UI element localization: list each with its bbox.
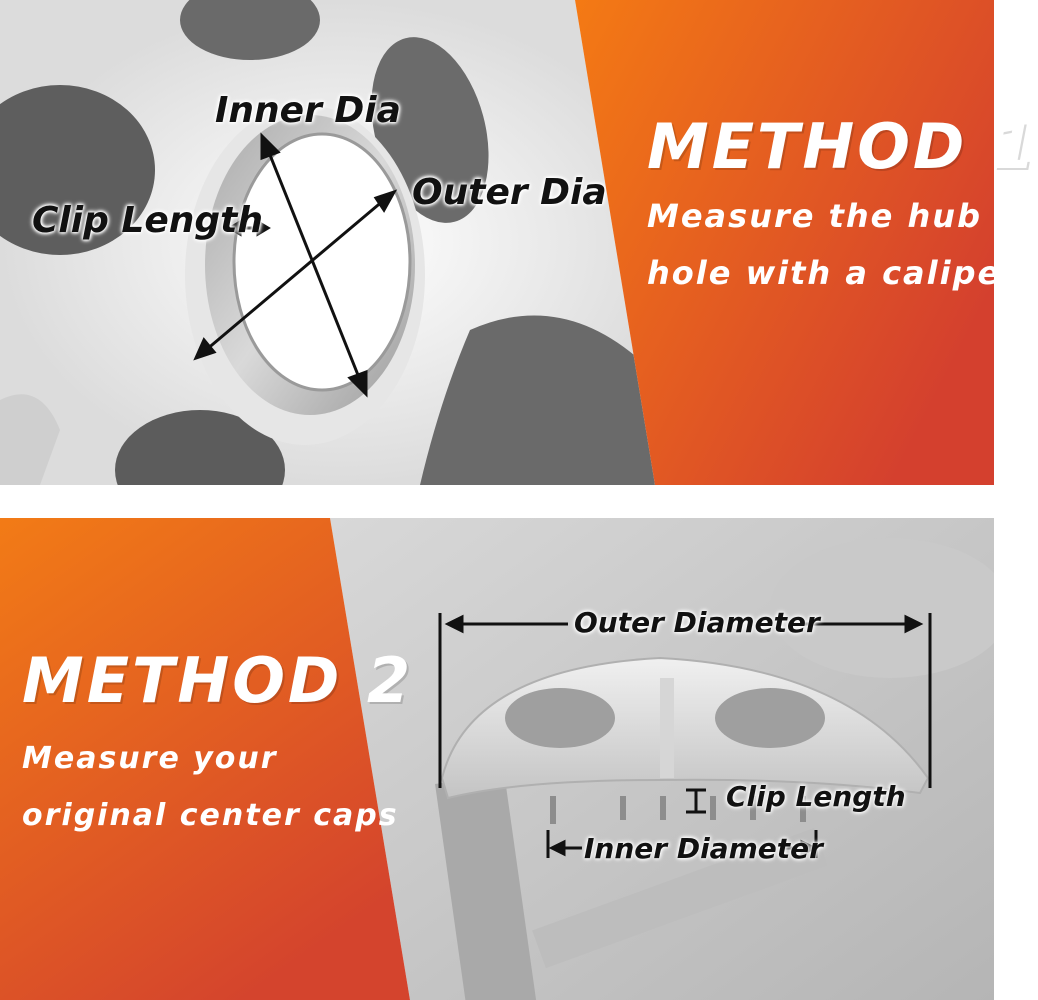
method2-subtitle [22,730,399,844]
outer-diameter-label: Outer Diameter [574,606,820,639]
method1-subtitle-line2: hole with a caliper [647,254,1019,292]
method2-panel [0,518,420,1000]
method2-subtitle-line2: original center caps [22,798,399,833]
method1-title: METHOD 1 [647,110,1038,183]
method1-subtitle-line1: Measure the hub [647,197,982,235]
method2-subtitle-line1: Measure your [22,741,278,776]
inner-dia-label: Inner Dia [215,90,401,131]
outer-dia-label: Outer Dia [412,172,607,213]
method1-subtitle [647,188,1019,302]
method1-panel [575,0,1038,485]
center-cap-illustration [330,518,994,1000]
clip-length-label: Clip Length [32,200,263,241]
clip-length-label-2: Clip Length [726,780,906,813]
center-cap-photo-panel [330,518,994,1000]
inner-diameter-label: Inner Diameter [584,832,823,865]
method2-title: METHOD 2 [22,644,414,717]
